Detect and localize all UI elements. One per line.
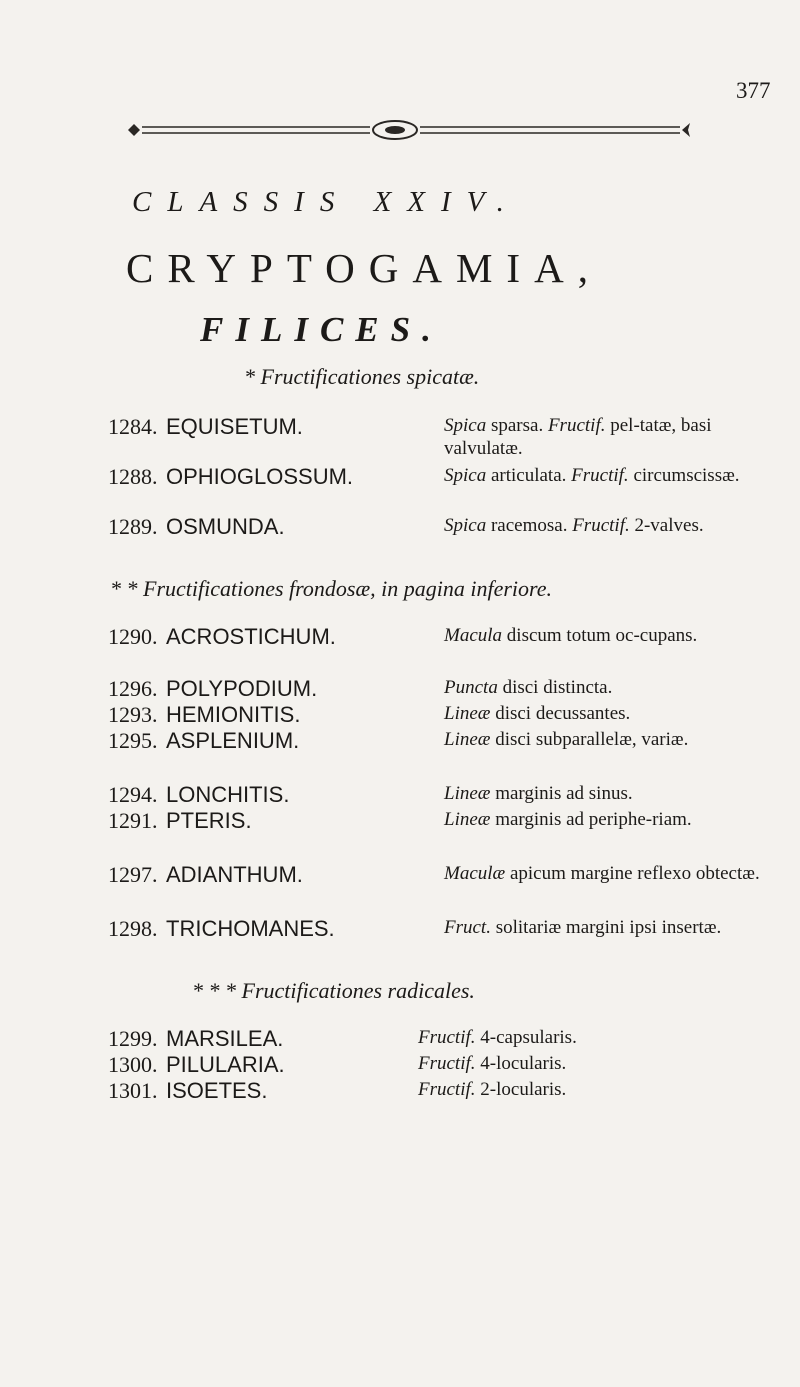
- desc-text: sparsa.: [486, 415, 548, 436]
- genus-name: TRICHOMANES.: [166, 916, 335, 941]
- entry-number: 1284.: [108, 414, 158, 439]
- entry-description: [444, 702, 794, 725]
- genus-name: MARSILEA.: [166, 1026, 284, 1051]
- desc-text: apicum margine reflexo obtectæ.: [505, 863, 760, 884]
- genus-name: HEMIONITIS.: [166, 702, 301, 727]
- desc-lead: Spica: [444, 515, 487, 536]
- entry-description: [418, 1078, 768, 1101]
- desc-text: solitariæ margini ipsi insertæ.: [490, 917, 722, 938]
- section-heading: * Fructificationes spicatæ.: [244, 364, 480, 389]
- entry-description: [444, 464, 794, 487]
- sub-title: FILICES.: [200, 310, 443, 349]
- desc-text: articulata.: [486, 465, 572, 486]
- desc-text: racemosa.: [486, 515, 573, 536]
- desc-text: disci distincta.: [497, 677, 613, 698]
- desc-text: disci decussantes.: [490, 703, 631, 724]
- genus-name: LONCHITIS.: [166, 782, 290, 807]
- entry-number: 1288.: [108, 464, 158, 489]
- entry-description: [444, 916, 794, 939]
- entry-number: 1298.: [108, 916, 158, 941]
- desc-text: 2-locularis.: [475, 1079, 567, 1100]
- entry-description: [444, 414, 794, 460]
- desc-text: 4-capsularis.: [475, 1027, 577, 1048]
- desc-lead-2: Fructif.: [572, 515, 630, 536]
- genus-name: PTERIS.: [166, 808, 252, 833]
- desc-text: discum totum oc-cupans.: [502, 625, 698, 646]
- desc-lead: Puncta: [444, 677, 498, 698]
- section-heading: * * Fructificationes frondosæ, in pagina inferiore.: [110, 576, 553, 601]
- desc-lead: Fruct.: [444, 917, 491, 938]
- genus-name: ADIANTHUM.: [166, 862, 303, 887]
- desc-lead: Fructif.: [418, 1027, 476, 1048]
- desc-lead: Lineæ: [444, 809, 491, 830]
- desc-text-2: 2-valves.: [629, 515, 704, 536]
- desc-lead: Lineæ: [444, 783, 491, 804]
- entry-description: [444, 676, 794, 699]
- entry-description: [444, 624, 794, 647]
- entry-description: [418, 1026, 768, 1049]
- classis-heading: CLASSIS XXIV.: [132, 186, 520, 218]
- entry-description: [444, 782, 794, 805]
- desc-lead: Fructif.: [418, 1079, 476, 1100]
- entry-number: 1295.: [108, 728, 158, 753]
- main-title: CRYPTOGAMIA,: [126, 245, 602, 291]
- genus-name: OSMUNDA.: [166, 514, 285, 539]
- genus-name: ASPLENIUM.: [166, 728, 300, 753]
- ornament-rule: [120, 118, 700, 142]
- entry-number: 1291.: [108, 808, 158, 833]
- entry-description: [444, 808, 794, 831]
- entry-number: 1301.: [108, 1078, 158, 1103]
- genus-name: EQUISETUM.: [166, 414, 303, 439]
- entry-description: [444, 728, 794, 751]
- desc-lead: Macula: [444, 625, 503, 646]
- entry-number: 1296.: [108, 676, 158, 701]
- genus-name: OPHIOGLOSSUM.: [166, 464, 354, 489]
- desc-text: 4-locularis.: [475, 1053, 567, 1074]
- desc-lead: Fructif.: [418, 1053, 476, 1074]
- desc-lead: Spica: [444, 415, 487, 436]
- desc-text-2: pel-tatæ, basi valvulatæ.: [444, 415, 712, 459]
- desc-lead: Spica: [444, 465, 487, 486]
- entry-number: 1300.: [108, 1052, 158, 1077]
- entry-number: 1299.: [108, 1026, 158, 1051]
- desc-text-2: circumscissæ.: [628, 465, 740, 486]
- genus-name: POLYPODIUM.: [166, 676, 318, 701]
- entry-description: [444, 514, 794, 537]
- desc-text: disci subparallelæ, variæ.: [490, 729, 689, 750]
- genus-name: PILULARIA.: [166, 1052, 285, 1077]
- page-number: 377: [736, 78, 771, 103]
- desc-lead-2: Fructif.: [571, 465, 629, 486]
- entry-number: 1293.: [108, 702, 158, 727]
- section-heading: * * * Fructificationes radicales.: [192, 978, 475, 1003]
- genus-name: ISOETES.: [166, 1078, 268, 1103]
- genus-name: ACROSTICHUM.: [166, 624, 336, 649]
- desc-lead: Maculæ: [444, 863, 506, 884]
- desc-text: marginis ad sinus.: [490, 783, 633, 804]
- entry-number: 1289.: [108, 514, 158, 539]
- entry-number: 1294.: [108, 782, 158, 807]
- desc-text: marginis ad periphe-riam.: [490, 809, 692, 830]
- desc-lead: Lineæ: [444, 729, 491, 750]
- entry-number: 1290.: [108, 624, 158, 649]
- entry-number: 1297.: [108, 862, 158, 887]
- desc-lead: Lineæ: [444, 703, 491, 724]
- entry-description: [418, 1052, 768, 1075]
- desc-lead-2: Fructif.: [547, 415, 606, 436]
- entry-description: [444, 862, 794, 885]
